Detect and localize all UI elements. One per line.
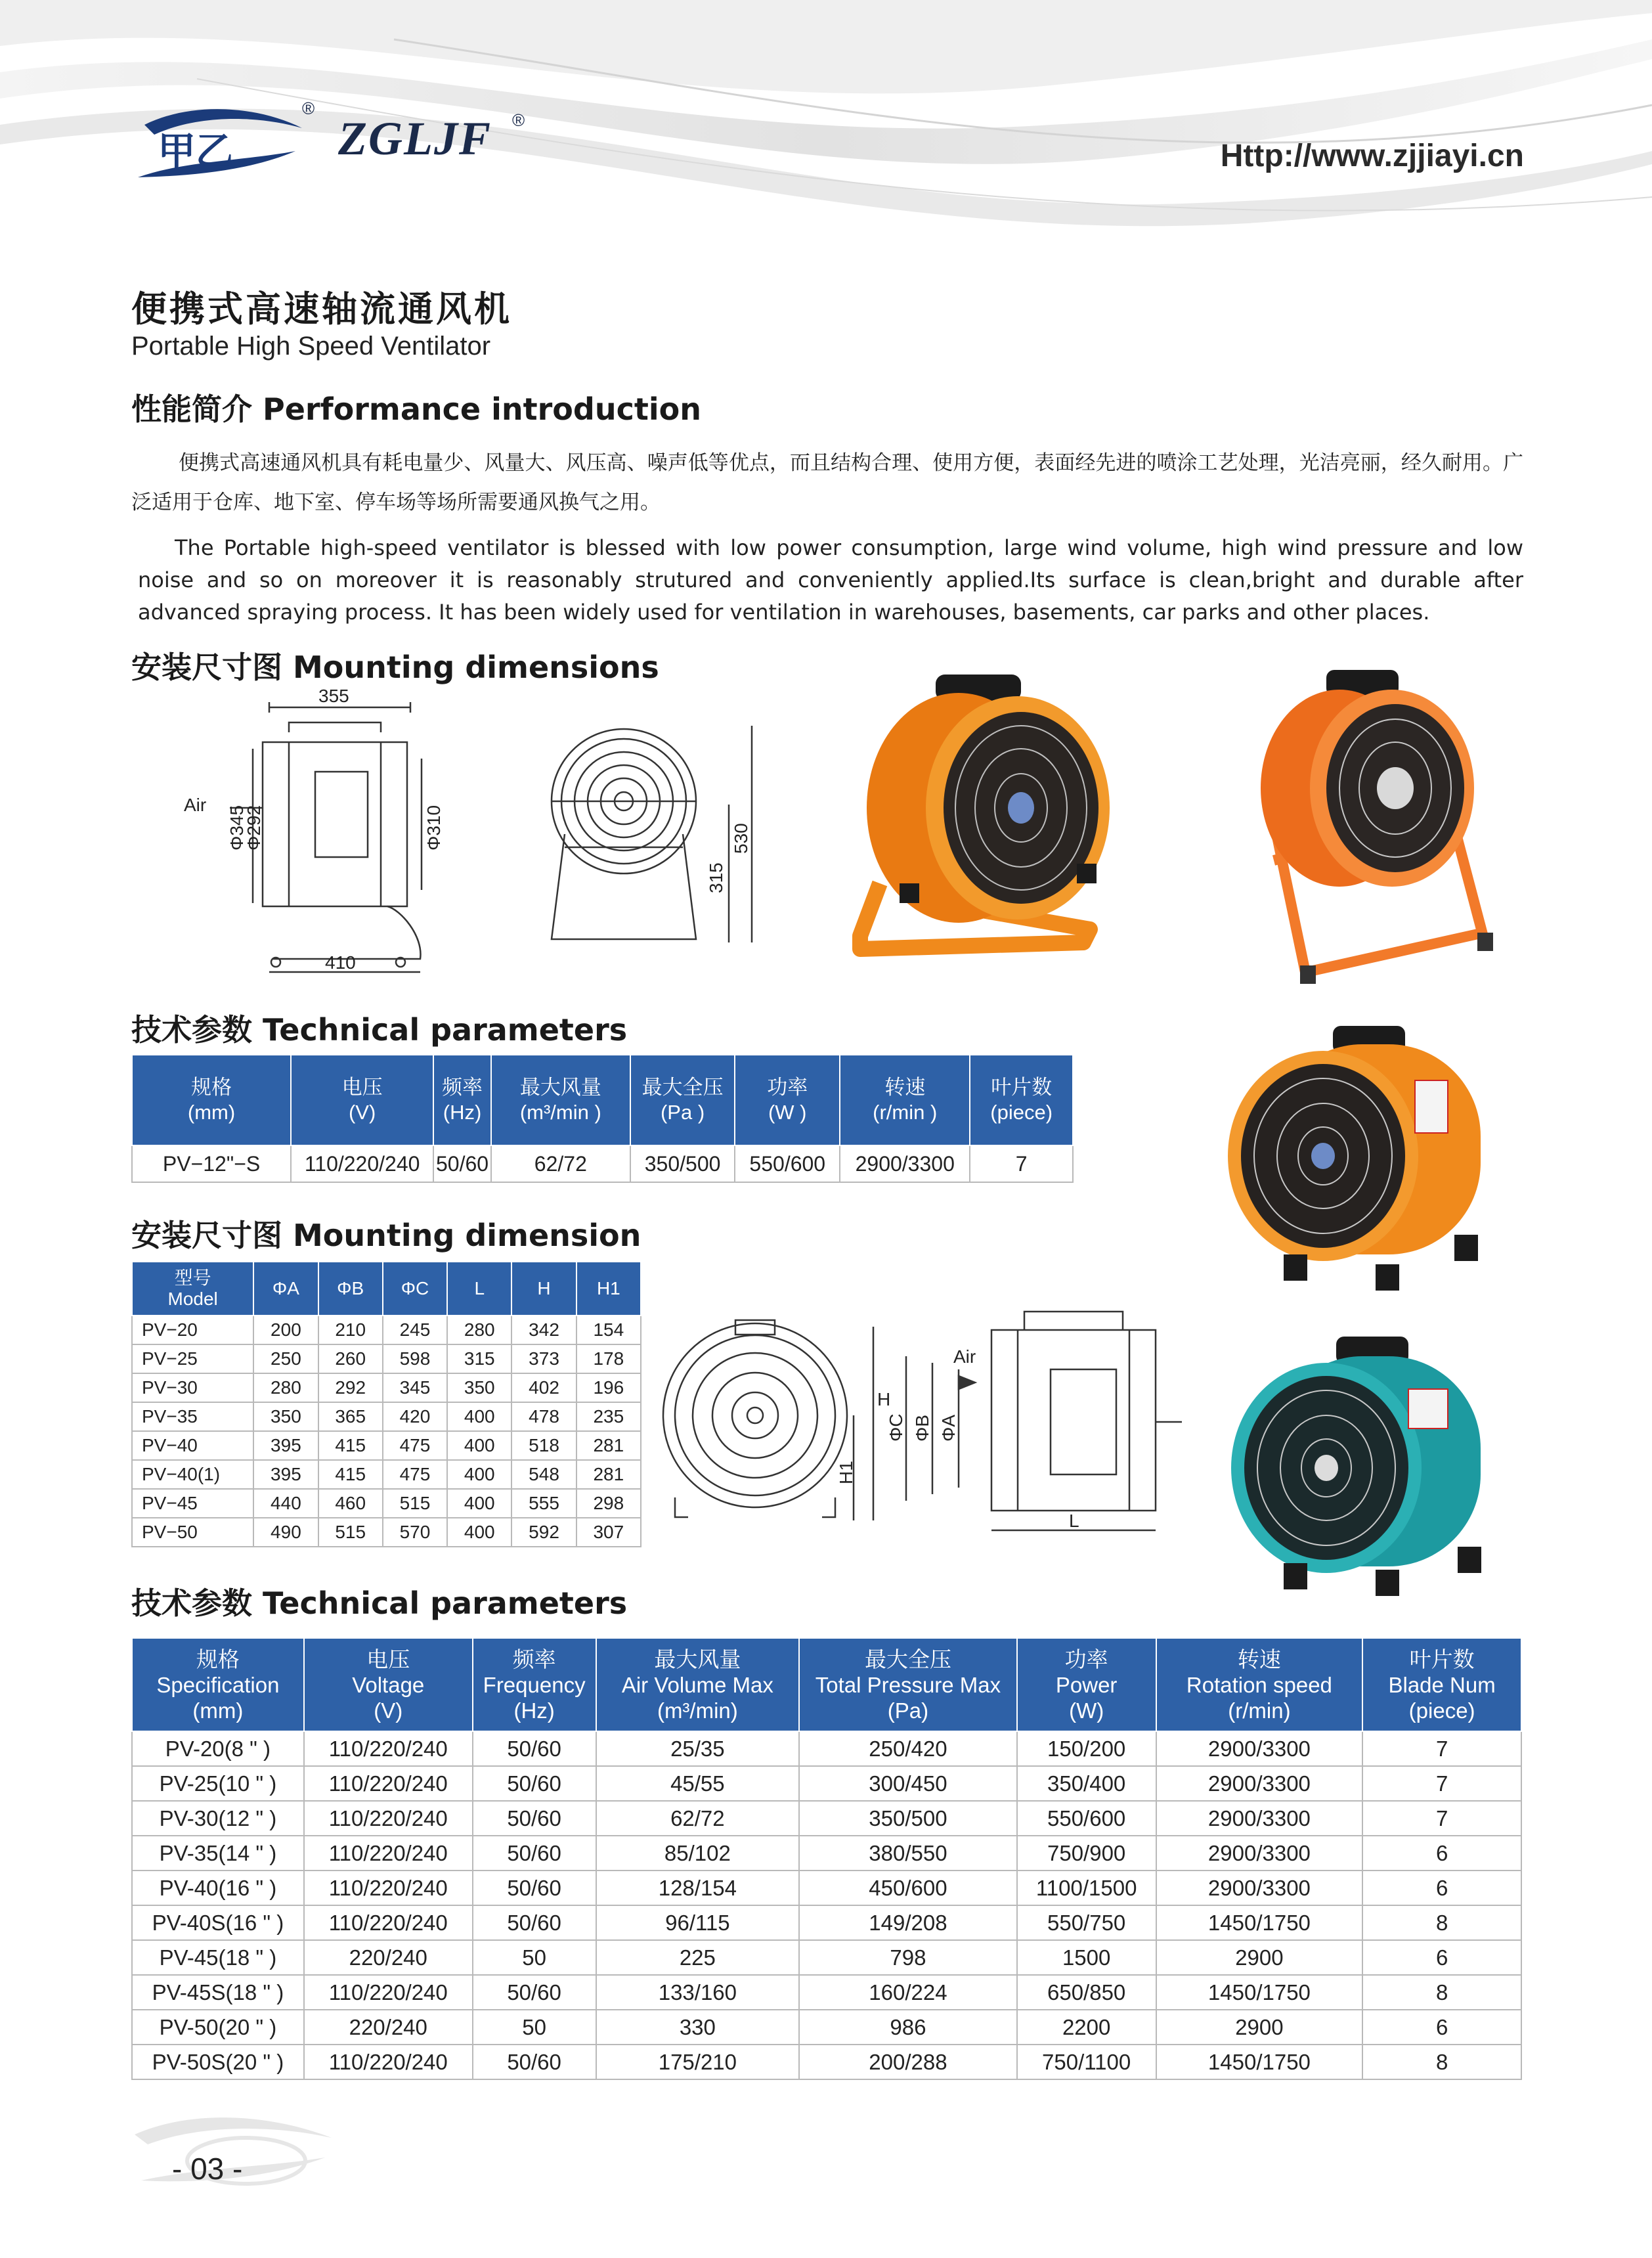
cell: 150/200 [1017, 1731, 1156, 1766]
table-row [132, 1373, 641, 1402]
cell: 350/500 [799, 1801, 1017, 1836]
cell: 415 [318, 1431, 383, 1460]
cell: 45/55 [596, 1766, 800, 1801]
cell: 986 [799, 2010, 1017, 2045]
cell-model: PV−25 [132, 1344, 253, 1373]
header-cell: 最大风量 Air Volume Max (m³/min) [596, 1638, 800, 1731]
header-cell: 叶片数 Blade Num (piece) [1362, 1638, 1521, 1731]
brand-name: ZGLJF [338, 112, 492, 165]
table-row [132, 1316, 641, 1344]
front-view-drawing [538, 716, 768, 959]
dim-355-label: 355 [318, 686, 349, 706]
cell: 400 [447, 1518, 511, 1547]
cell: 415 [318, 1460, 383, 1489]
side-view-drawing [177, 686, 466, 982]
cell: 250/420 [799, 1731, 1017, 1766]
cell: 196 [576, 1373, 641, 1402]
dim-d292-label: Φ292 [244, 805, 264, 851]
cell: 420 [383, 1402, 447, 1431]
cell: 2900/3300 [1156, 1871, 1363, 1905]
cell: 350 [253, 1402, 318, 1431]
cell: 550/750 [1017, 1905, 1156, 1940]
cell: 50 [473, 1940, 596, 1975]
dim-410-label: 410 [325, 952, 356, 973]
orange-fan-u-stand-image [847, 667, 1136, 1008]
cell: 298 [576, 1489, 641, 1518]
cell: 1500 [1017, 1940, 1156, 1975]
cell: 460 [318, 1489, 383, 1518]
table-row [132, 1905, 1521, 1940]
cell: 400 [447, 1489, 511, 1518]
table-row [132, 1975, 1521, 2010]
cell: 598 [383, 1344, 447, 1373]
dim-h-label: H [877, 1389, 891, 1409]
header-cell: 最大全压 (Pa ) [630, 1055, 735, 1145]
cell: 345 [383, 1373, 447, 1402]
cell: 50/60 [473, 1731, 596, 1766]
cell: 1450/1750 [1156, 1905, 1363, 1940]
cell: 6 [1362, 2010, 1521, 2045]
cell-speed: 2900/3300 [840, 1145, 970, 1182]
cell: 350/400 [1017, 1766, 1156, 1801]
header-cell: 叶片数 (piece) [970, 1055, 1073, 1145]
cell: 110/220/240 [304, 1975, 473, 2010]
cell: 307 [576, 1518, 641, 1547]
cell-air-volume: 62/72 [491, 1145, 630, 1182]
cell: 555 [511, 1489, 576, 1518]
cell-voltage: 110/220/240 [291, 1145, 433, 1182]
cell: 280 [447, 1316, 511, 1344]
cell: 515 [318, 1518, 383, 1547]
cell: 570 [383, 1518, 447, 1547]
registered-mark: ® [302, 99, 315, 118]
cell: 592 [511, 1518, 576, 1547]
cell: 2900/3300 [1156, 1801, 1363, 1836]
header-cell: 功率 Power (W) [1017, 1638, 1156, 1731]
logo-chinese-text: 甲乙 [158, 129, 234, 173]
table-row [132, 2045, 1521, 2079]
table-row [132, 1940, 1521, 1975]
cell-frequency: 50/60 [433, 1145, 491, 1182]
header-cell-db: ΦB [318, 1262, 383, 1316]
performance-heading: 性能简介 Performance introduction [131, 391, 701, 427]
cell-model: PV−20 [132, 1316, 253, 1344]
header-cell-dc: ΦC [383, 1262, 447, 1316]
cell: 85/102 [596, 1836, 800, 1871]
cell: 365 [318, 1402, 383, 1431]
cell: 50/60 [473, 1975, 596, 2010]
cell: 133/160 [596, 1975, 800, 2010]
cell: 178 [576, 1344, 641, 1373]
cell: 2900 [1156, 1940, 1363, 1975]
cell: 281 [576, 1460, 641, 1489]
cell: 154 [576, 1316, 641, 1344]
front-view-drawing-2 [657, 1314, 893, 1537]
tech-params-heading-1: 技术参数 Technical parameters [131, 1012, 628, 1048]
cell: 550/600 [1017, 1801, 1156, 1836]
cell: 235 [576, 1402, 641, 1431]
cell: 250 [253, 1344, 318, 1373]
cell: 1450/1750 [1156, 1975, 1363, 2010]
cell-model: PV−35 [132, 1402, 253, 1431]
orange-fan-x-stand-image [1241, 663, 1504, 992]
header-cell: 转速 (r/min ) [840, 1055, 970, 1145]
table-row [132, 1402, 641, 1431]
cell: 490 [253, 1518, 318, 1547]
cell-spec: PV-50S(20 " ) [132, 2045, 304, 2079]
header-cell: 电压 (V) [291, 1055, 433, 1145]
dim-dc-label: ΦC [886, 1413, 906, 1442]
dim-air-label-2: Air [953, 1346, 976, 1367]
cell: 6 [1362, 1871, 1521, 1905]
cell: 315 [447, 1344, 511, 1373]
header-cell: 最大风量 (m³/min ) [491, 1055, 630, 1145]
cell: 400 [447, 1460, 511, 1489]
cell-pressure: 350/500 [630, 1145, 735, 1182]
cell: 50/60 [473, 1905, 596, 1940]
dim-db-label: ΦB [912, 1414, 932, 1442]
cell-spec: PV−12"−S [132, 1145, 291, 1182]
cell: 50/60 [473, 1871, 596, 1905]
cell: 128/154 [596, 1871, 800, 1905]
cell: 2200 [1017, 2010, 1156, 2045]
cell: 400 [447, 1402, 511, 1431]
mounting-dimension-heading-2: 安装尺寸图 Mounting dimension [131, 1218, 641, 1253]
cell: 2900/3300 [1156, 1836, 1363, 1871]
table-row [132, 1731, 1521, 1766]
table-row [132, 1460, 641, 1489]
table-row [132, 1836, 1521, 1871]
header-cell: 频率 (Hz) [433, 1055, 491, 1145]
cell: 149/208 [799, 1905, 1017, 1940]
tech-params-table-1 [131, 1054, 1074, 1183]
cell: 175/210 [596, 2045, 800, 2079]
header-cell-h: H [511, 1262, 576, 1316]
tech-params-heading-2: 技术参数 Technical parameters [131, 1585, 628, 1621]
cell: 200 [253, 1316, 318, 1344]
header-cell: 频率 Frequency (Hz) [473, 1638, 596, 1731]
header-cell: 转速 Rotation speed (r/min) [1156, 1638, 1363, 1731]
cell: 400 [447, 1431, 511, 1460]
header-cell: 规格 Specification (mm) [132, 1638, 304, 1731]
dim-l-label: L [1069, 1511, 1079, 1531]
header-cell: 最大全压 Total Pressure Max (Pa) [799, 1638, 1017, 1731]
table-row [132, 1766, 1521, 1801]
cell: 62/72 [596, 1801, 800, 1836]
cell: 6 [1362, 1940, 1521, 1975]
table-header-row [132, 1262, 641, 1316]
cell: 750/900 [1017, 1836, 1156, 1871]
cell: 7 [1362, 1801, 1521, 1836]
cell: 110/220/240 [304, 1871, 473, 1905]
header-cell-model: 型号 Model [132, 1262, 253, 1316]
table-row [132, 1871, 1521, 1905]
cell-model: PV−40 [132, 1431, 253, 1460]
cell: 1100/1500 [1017, 1871, 1156, 1905]
cell: 220/240 [304, 2010, 473, 2045]
cell: 110/220/240 [304, 1766, 473, 1801]
cell: 2900 [1156, 2010, 1363, 2045]
dim-da-label: ΦA [938, 1414, 959, 1442]
cell-spec: PV-45S(18 " ) [132, 1975, 304, 2010]
cell-spec: PV-50(20 " ) [132, 2010, 304, 2045]
cell: 8 [1362, 1905, 1521, 1940]
cell: 110/220/240 [304, 1905, 473, 1940]
cell: 380/550 [799, 1836, 1017, 1871]
cell: 50 [473, 2010, 596, 2045]
dim-air-label: Air [184, 795, 207, 815]
cell: 110/220/240 [304, 2045, 473, 2079]
cell: 475 [383, 1460, 447, 1489]
cell: 8 [1362, 2045, 1521, 2079]
cell: 8 [1362, 1975, 1521, 2010]
cell-model: PV−40(1) [132, 1460, 253, 1489]
company-url-link[interactable]: Http://www.zjjiayi.cn [1220, 139, 1524, 173]
cell: 25/35 [596, 1731, 800, 1766]
cell: 750/1100 [1017, 2045, 1156, 2079]
table-row [132, 2010, 1521, 2045]
table-row [132, 1145, 1073, 1182]
orange-fan-feet-image [1218, 1018, 1507, 1294]
header-cell: 功率 (W ) [735, 1055, 840, 1145]
cell-blades: 7 [970, 1145, 1073, 1182]
product-title-en: Portable High Speed Ventilator [131, 332, 491, 361]
table-row [132, 1518, 641, 1547]
cell: 450/600 [799, 1871, 1017, 1905]
table-header-row [132, 1638, 1521, 1731]
table-row [132, 1344, 641, 1373]
cell: 225 [596, 1940, 800, 1975]
cell-spec: PV-20(8 " ) [132, 1731, 304, 1766]
cell: 110/220/240 [304, 1731, 473, 1766]
table-row [132, 1801, 1521, 1836]
cell-spec: PV-40(16 " ) [132, 1871, 304, 1905]
cell-spec: PV-40S(16 " ) [132, 1905, 304, 1940]
cell: 160/224 [799, 1975, 1017, 2010]
cell: 478 [511, 1402, 576, 1431]
cell: 395 [253, 1460, 318, 1489]
cell: 1450/1750 [1156, 2045, 1363, 2079]
cell: 2900/3300 [1156, 1766, 1363, 1801]
mounting-dimension-table [131, 1261, 641, 1547]
dim-315-label: 315 [706, 862, 726, 893]
product-title-cn: 便携式高速轴流通风机 [131, 288, 512, 330]
cell: 7 [1362, 1731, 1521, 1766]
dim-h1-label: H1 [836, 1461, 856, 1484]
cell: 50/60 [473, 1766, 596, 1801]
dim-d310-label: Φ310 [424, 805, 444, 851]
cell: 245 [383, 1316, 447, 1344]
cell: 395 [253, 1431, 318, 1460]
dim-530-label: 530 [731, 823, 751, 854]
table-row [132, 1431, 641, 1460]
cell-spec: PV-25(10 " ) [132, 1766, 304, 1801]
cell: 110/220/240 [304, 1836, 473, 1871]
header-cell-da: ΦA [253, 1262, 318, 1316]
cell: 518 [511, 1431, 576, 1460]
header-cell: 规格 (mm) [132, 1055, 291, 1145]
cell: 6 [1362, 1836, 1521, 1871]
cell: 210 [318, 1316, 383, 1344]
cell: 300/450 [799, 1766, 1017, 1801]
cell: 200/288 [799, 2045, 1017, 2079]
performance-paragraph-en: The Portable high-speed ventilator is blessed with low power consumption, large wind volume, high wind pressure and low noise and so on moreover it is reasonably strutured and conveniently applied.Its surface is clean,bright and durable after advanced spraying process. It has been widely used for ventilation in warehouses, basements, car parks and other places. [138, 535, 1523, 625]
cell: 475 [383, 1431, 447, 1460]
page-number: - 03 - [172, 2152, 243, 2186]
cell: 50/60 [473, 1836, 596, 1871]
cell-power: 550/600 [735, 1145, 840, 1182]
cell: 342 [511, 1316, 576, 1344]
cell: 515 [383, 1489, 447, 1518]
header-cell-h1: H1 [576, 1262, 641, 1316]
header-cell: 电压 Voltage (V) [304, 1638, 473, 1731]
mounting-dimensions-heading: 安装尺寸图 Mounting dimensions [131, 650, 659, 685]
side-view-drawing-2 [886, 1304, 1175, 1547]
dim-d345-label: Φ345 [227, 805, 247, 851]
cell: 373 [511, 1344, 576, 1373]
cell: 280 [253, 1373, 318, 1402]
table-row [132, 1489, 641, 1518]
cell: 2900/3300 [1156, 1731, 1363, 1766]
company-logo-icon [131, 99, 309, 184]
cell: 50/60 [473, 2045, 596, 2079]
cell: 330 [596, 2010, 800, 2045]
cell-spec: PV-35(14 " ) [132, 1836, 304, 1871]
teal-fan-image [1218, 1327, 1507, 1603]
cell: 350 [447, 1373, 511, 1402]
cell: 798 [799, 1940, 1017, 1975]
cell: 402 [511, 1373, 576, 1402]
cell: 50/60 [473, 1801, 596, 1836]
header-cell-l: L [447, 1262, 511, 1316]
registered-mark-2: ® [512, 110, 525, 130]
cell-spec: PV-30(12 " ) [132, 1801, 304, 1836]
cell: 281 [576, 1431, 641, 1460]
cell: 292 [318, 1373, 383, 1402]
cell: 96/115 [596, 1905, 800, 1940]
tech-params-table-2 [131, 1637, 1522, 2080]
cell: 220/240 [304, 1940, 473, 1975]
cell: 650/850 [1017, 1975, 1156, 2010]
cell: 110/220/240 [304, 1801, 473, 1836]
cell-model: PV−30 [132, 1373, 253, 1402]
cell: 548 [511, 1460, 576, 1489]
cell: 440 [253, 1489, 318, 1518]
table-header-row [132, 1055, 1073, 1145]
cell-spec: PV-45(18 " ) [132, 1940, 304, 1975]
cell: 7 [1362, 1766, 1521, 1801]
performance-paragraph-cn: 便携式高速通风机具有耗电量少、风量大、风压高、噪声低等优点，而且结构合理、使用方便，表面经先进的喷涂工艺处理，光洁亮丽，经久耐用。广泛适用于仓库、地下室、停车场等场所需要通风换气之用。 [131, 451, 1523, 514]
cell-model: PV−45 [132, 1489, 253, 1518]
cell: 260 [318, 1344, 383, 1373]
cell-model: PV−50 [132, 1518, 253, 1547]
